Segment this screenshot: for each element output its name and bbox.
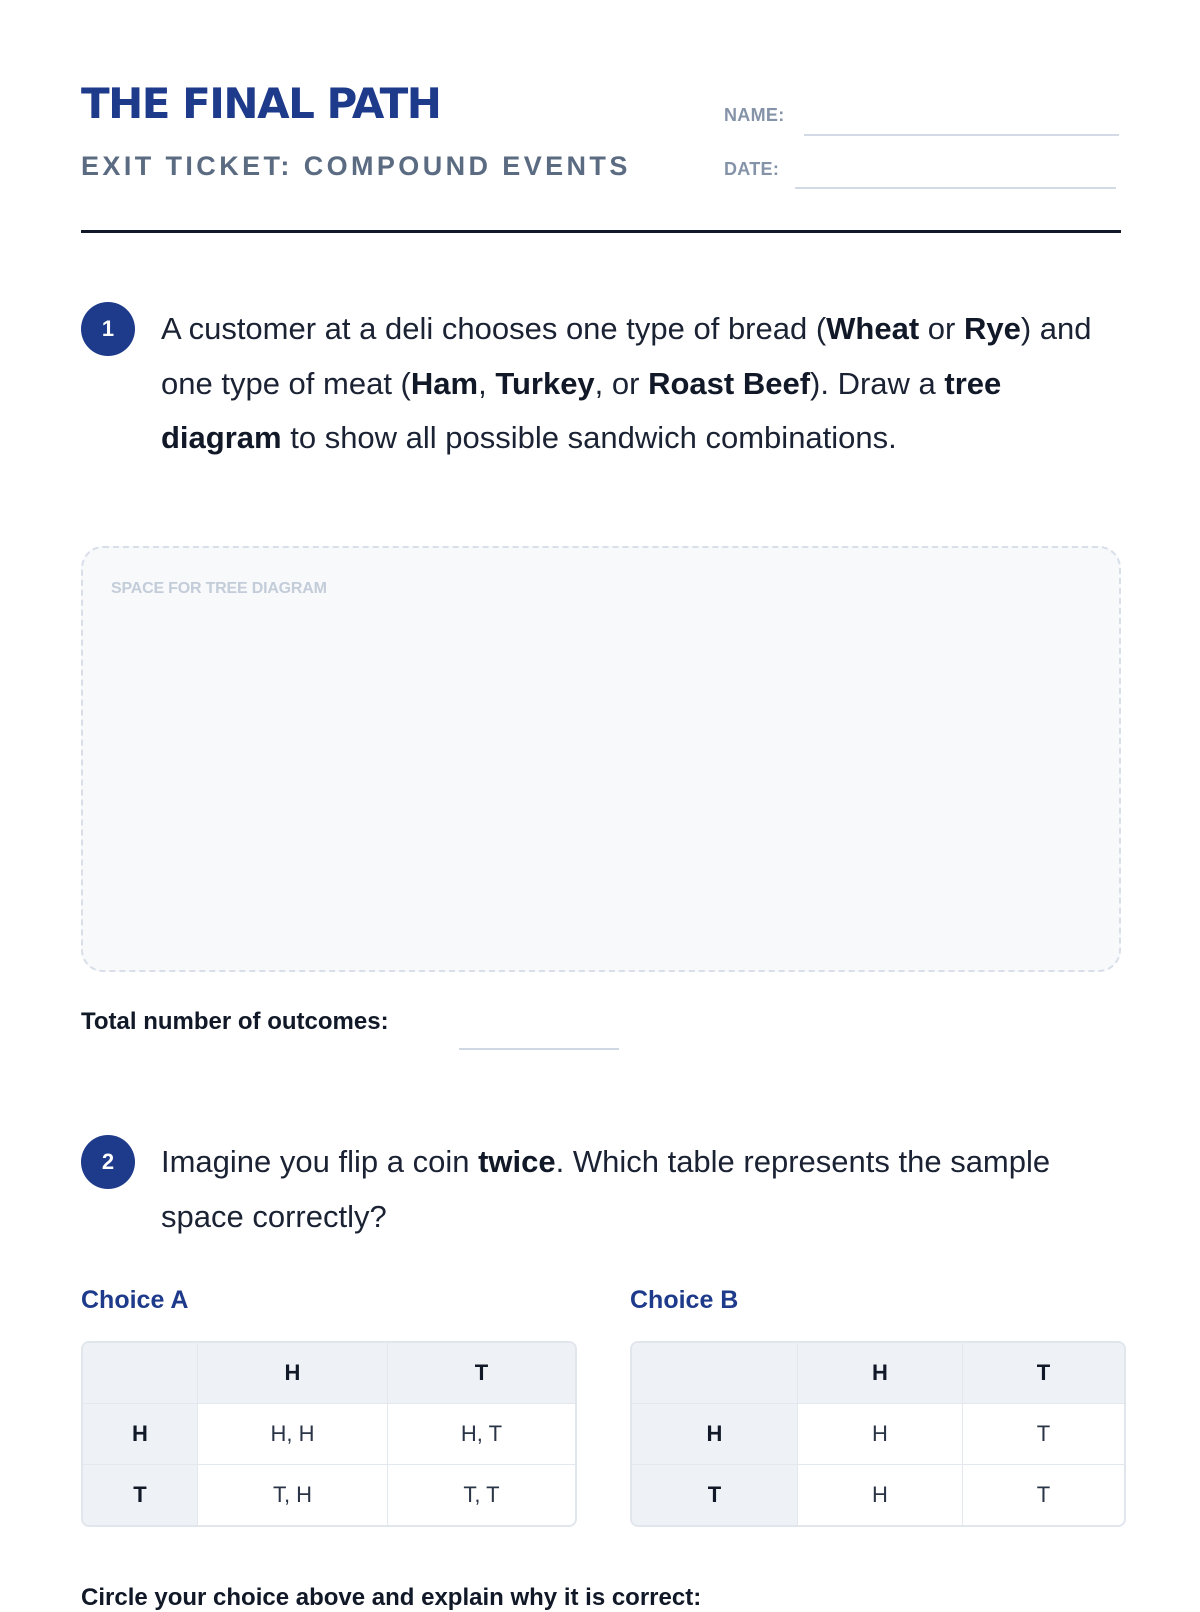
table-header-row	[83, 1343, 575, 1404]
question-1-text	[161, 302, 1121, 466]
question-text-segment: or	[919, 311, 964, 346]
name-label: NAME:	[724, 105, 785, 125]
emphasis-text: Ham	[410, 365, 479, 401]
column-header: T	[388, 1343, 575, 1404]
emphasis-text: Wheat	[826, 311, 920, 346]
emphasis-text: Rye	[963, 311, 1021, 346]
tree-diagram-label: SPACE FOR TREE DIAGRAM	[111, 580, 327, 597]
question-text-segment: ,	[478, 365, 496, 401]
name-field[interactable]	[804, 134, 1119, 136]
date-field[interactable]	[795, 187, 1116, 189]
outcomes-answer-field[interactable]	[459, 1048, 619, 1050]
tree-diagram-area[interactable]	[81, 546, 1121, 972]
question-text-segment: ). Draw a	[810, 365, 945, 401]
table-row	[632, 1404, 1124, 1465]
table-row	[83, 1404, 575, 1465]
table-cell: H, H	[198, 1404, 388, 1465]
choice-a-label[interactable]: Choice A	[81, 1286, 189, 1314]
emphasis-text: twice	[478, 1144, 556, 1179]
row-header: H	[83, 1404, 198, 1465]
choice-a-table[interactable]	[81, 1341, 577, 1527]
table-cell: H, T	[388, 1404, 575, 1465]
table-cell: T	[1036, 1482, 1051, 1507]
emphasis-text: Roast Beef	[648, 365, 811, 401]
row-header: T	[632, 1465, 798, 1525]
question-text-segment: , or	[594, 365, 649, 401]
table-cell: H	[798, 1404, 963, 1465]
row-header: H	[632, 1404, 798, 1465]
table-row	[632, 1465, 1124, 1525]
table-cell: T, T	[463, 1482, 500, 1507]
row-header: T	[83, 1465, 198, 1525]
outcomes-label: Total number of outcomes:	[81, 1008, 389, 1035]
table-cell: H	[798, 1465, 963, 1525]
emphasis-text: Turkey	[495, 365, 595, 401]
emphasis-text: tree diagram	[161, 365, 1002, 455]
page-title: THE FINAL PATH	[81, 79, 441, 128]
choice-b-table[interactable]	[630, 1341, 1126, 1527]
column-header	[632, 1343, 798, 1404]
question-text-segment: Imagine you flip a coin	[161, 1144, 479, 1179]
table-cell: T, H	[198, 1465, 388, 1525]
question-2-text	[161, 1135, 1121, 1244]
table-cell: T	[963, 1404, 1124, 1465]
question-text-segment: A customer at a deli chooses one type of bread (	[161, 311, 827, 346]
choice-b-label[interactable]: Choice B	[630, 1286, 739, 1314]
question-text-segment: to show all possible sandwich combinations.	[281, 420, 897, 455]
question-text-segment: ) and one type of meat (	[161, 311, 1092, 401]
column-header	[83, 1343, 198, 1404]
column-header: H	[798, 1343, 963, 1404]
exit-ticket-page	[81, 0, 1121, 1611]
page-subtitle: EXIT TICKET: COMPOUND EVENTS	[81, 151, 631, 181]
date-label: DATE:	[724, 159, 780, 179]
column-header: H	[198, 1343, 388, 1404]
table-row	[83, 1465, 575, 1525]
question-text-segment: . Which table represents the sample space correctly?	[161, 1144, 1051, 1234]
column-header: T	[963, 1343, 1124, 1404]
question-1-badge: 1	[81, 302, 135, 356]
header-divider	[81, 230, 1121, 233]
question-2-badge: 2	[81, 1135, 135, 1189]
explain-instruction: Circle your choice above and explain why it is correct:	[81, 1584, 702, 1611]
table-header-row	[632, 1343, 1124, 1404]
